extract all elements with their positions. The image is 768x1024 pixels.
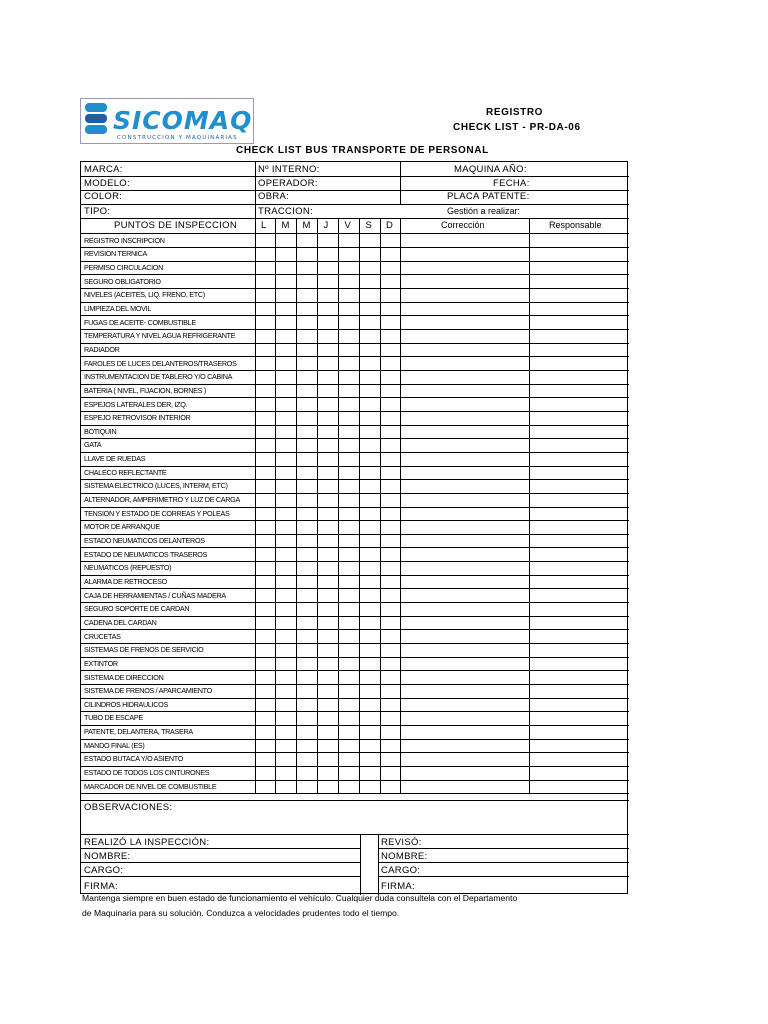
color-field[interactable]: COLOR: (84, 191, 123, 202)
row-divider (81, 190, 629, 191)
day-header-4: V (344, 220, 352, 231)
inspection-item: ESTADO BUTACA Y/O ASIENTO (84, 754, 184, 764)
responsable-column-divider (529, 218, 530, 793)
modelo-field[interactable]: MODELO: (84, 178, 130, 189)
signature-row-left (81, 848, 360, 849)
table-end-divider (81, 800, 629, 801)
inspection-item: CHALECO REFLECTANTE (84, 467, 167, 477)
table-header-divider (81, 233, 629, 234)
traccion-field[interactable]: TRACCION: (258, 206, 313, 217)
row-divider (81, 315, 629, 316)
logo-wordmark: SICOMAQ (113, 106, 253, 135)
row-divider (81, 397, 629, 398)
logo-graphic (81, 99, 253, 143)
reviso-label: REVISÓ: (381, 837, 422, 848)
day-column-divider (296, 218, 297, 793)
row-divider (81, 547, 629, 548)
day-header-3: J (323, 220, 329, 231)
placa-patente-field[interactable]: PLACA PATENTE: (447, 191, 530, 202)
cargo-right-field[interactable]: CARGO: (381, 865, 421, 876)
row-divider (81, 176, 629, 177)
row-divider (81, 329, 629, 330)
row-divider (81, 739, 629, 740)
day-column-divider (317, 218, 318, 793)
nombre-right-field[interactable]: NOMBRE: (381, 851, 428, 862)
row-divider (81, 711, 629, 712)
inspection-item: INSTRUMENTACION DE TABLERO Y/O CABINA (84, 372, 233, 382)
inspection-item: ALTERNADOR, AMPERIMETRO Y LUZ DE CARGA (84, 495, 240, 505)
inspection-item: PERMISO CIRCULACION (84, 263, 163, 272)
row-divider (81, 247, 629, 248)
gestion-field[interactable]: Gestión a realizar: (447, 206, 521, 216)
inspection-item: REGISTRO INSCRIPCION (84, 235, 165, 245)
tipo-field[interactable]: TIPO: (84, 206, 111, 217)
row-divider (81, 452, 629, 453)
row-divider (81, 602, 629, 603)
inspection-item: TUBO DE ESCAPE (84, 713, 143, 723)
inspection-item: BATERIA ( NIVEL, FIJACION, BORNES ) (84, 385, 206, 395)
inspection-item: MARCADOR DE NIVEL DE COMBUSTIBLE (84, 781, 217, 791)
row-divider (81, 370, 629, 371)
row-divider (81, 643, 629, 644)
row-divider (81, 616, 629, 617)
obra-field[interactable]: OBRA: (258, 191, 290, 202)
row-divider (81, 384, 629, 385)
day-column-divider (359, 218, 360, 793)
inspection-item: CAJA DE HERRAMIENTAS / CUÑAS MADERA (84, 590, 226, 600)
row-divider (81, 520, 629, 521)
inspection-item: SISTEMA DE FRENOS / APARCAMIENTO (84, 686, 212, 696)
row-divider (81, 302, 629, 303)
inspection-item: ESTADO DE NEUMATICOS TRASEROS (84, 549, 208, 559)
firma-left-field[interactable]: FIRMA: (84, 881, 118, 892)
logo-tagline: CONSTRUCCION Y MAQUINARIAS (117, 135, 238, 141)
inspection-item: CADENA DEL CARDAN (84, 617, 157, 627)
observaciones-divider (81, 834, 629, 835)
row-divider (81, 752, 629, 753)
signature-col-2 (378, 834, 379, 895)
inspection-item: SEGURO SOPORTE DE CARDAN (84, 604, 190, 614)
inspection-item: EXTINTOR (84, 658, 118, 668)
inspection-item: RADIADOR (84, 344, 120, 354)
row-divider (81, 629, 629, 630)
signature-row-right (378, 862, 629, 863)
inspection-item: LIMPIEZA DEL MOVIL (84, 303, 152, 313)
row-divider (81, 725, 629, 726)
day-header-1: M (281, 220, 290, 231)
row-divider (81, 588, 629, 589)
signature-row-left (81, 862, 360, 863)
day-header-5: S (365, 220, 373, 231)
footer-note-line2: de Maquinaria para su solución. Conduzca a velocidades prudentes todo el tiempo. (82, 908, 400, 918)
inspection-item: SISTEMA ELECTRICO (LUCES, INTERM, ETC) (84, 481, 228, 491)
inspection-item: SISTEMA DE DIRECCION (84, 672, 164, 682)
row-divider (81, 780, 629, 781)
inspection-item: FAROLES DE LUCES DELANTEROS/TRASEROS (84, 358, 237, 368)
info-divider-1 (255, 162, 256, 218)
row-divider (81, 657, 629, 658)
row-divider (81, 356, 629, 357)
header-responsable: Responsable (549, 220, 602, 230)
document-code: CHECK LIST - PR-DA-06 (453, 122, 581, 133)
row-divider (81, 534, 629, 535)
signature-row-right (378, 848, 629, 849)
nombre-left-field[interactable]: NOMBRE: (84, 851, 131, 862)
day-header-6: D (386, 220, 394, 231)
row-divider (81, 493, 629, 494)
document-title: CHECK LIST BUS TRANSPORTE DE PERSONAL (236, 145, 489, 156)
company-logo (80, 98, 254, 144)
day-column-divider (255, 218, 256, 793)
day-column-divider (400, 218, 401, 793)
inspection-item: BOTIQUIN (84, 426, 117, 436)
row-divider (81, 670, 629, 671)
day-header-0: L (261, 220, 267, 231)
inspection-item: NIVELES (ACEITES, LIQ. FRENO, ETC) (84, 290, 205, 300)
signature-col-1 (360, 834, 361, 895)
inspection-item: GATA (84, 440, 102, 450)
inspection-item: ESTADO NEUMATICOS DELANTEROS (84, 536, 205, 545)
inspection-item: MANDO FINAL (ES) (84, 740, 145, 750)
info-divider-2 (400, 162, 401, 204)
inspection-item: MOTOR DE ARRANQUE (84, 522, 160, 532)
day-header-2: M (302, 220, 311, 231)
inspection-item: ALARMA DE RETROCESO (84, 576, 167, 586)
cargo-left-field[interactable]: CARGO: (84, 865, 124, 876)
row-divider (81, 466, 629, 467)
row-divider (81, 684, 629, 685)
row-divider (81, 288, 629, 289)
inspection-item: ESTADO DE TODOS LOS CINTURONES (84, 768, 210, 778)
inspection-item: SISTEMAS DE FRENOS DE SERVICIO (84, 645, 204, 655)
realizo-inspeccion-label: REALIZÓ LA INSPECCIÓN: (84, 837, 210, 848)
row-divider (81, 561, 629, 562)
row-divider (81, 575, 629, 576)
row-divider (81, 766, 629, 767)
day-column-divider (380, 218, 381, 793)
signature-row-left (81, 876, 360, 877)
interno-field[interactable]: Nº INTERNO: (258, 164, 320, 175)
inspection-item: LLAVE DE RUEDAS (84, 454, 146, 464)
inspection-item: CRUCETAS (84, 631, 121, 641)
inspection-form (80, 161, 628, 894)
row-divider (81, 507, 629, 508)
maquina-anio-field[interactable]: MAQUINA AÑO: (454, 164, 527, 175)
inspection-item: FUGAS DE ACEITE- COMBUSTIBLE (84, 317, 196, 327)
row-divider (81, 479, 629, 480)
operador-field[interactable]: OPERADOR: (258, 178, 318, 189)
fecha-field[interactable]: FECHA: (493, 178, 530, 189)
inspection-item: TEMPERATURA Y NIVEL AGUA REFRIGERANTE (84, 331, 236, 341)
row-divider (81, 261, 629, 262)
row-divider (81, 425, 629, 426)
row-divider (81, 204, 629, 205)
row-divider (81, 218, 629, 219)
header-puntos-inspeccion: PUNTOS DE INSPECCION (114, 220, 238, 231)
row-divider (81, 698, 629, 699)
day-column-divider (338, 218, 339, 793)
firma-right-field[interactable]: FIRMA: (381, 881, 415, 892)
marca-field[interactable]: MARCA: (84, 164, 123, 175)
footer-note-line1: Mantenga siempre en buen estado de funcionamiento el vehículo. Cualquier duda consultela con el Departamento (82, 893, 518, 903)
inspection-item: ESPEJO RETROVISOR INTERIOR (84, 413, 191, 423)
row-divider (81, 793, 629, 794)
signature-row-right (378, 876, 629, 877)
row-divider (81, 438, 629, 439)
header-correccion: Corrección (441, 220, 485, 230)
observaciones-label[interactable]: OBSERVACIONES: (84, 802, 173, 813)
inspection-item: NEUMATICOS (REPUESTO) (84, 563, 172, 573)
day-column-divider (275, 218, 276, 793)
inspection-item: REVISION TERNICA (84, 249, 147, 259)
inspection-item: CILINDROS HIDRAULICOS (84, 699, 168, 709)
row-divider (81, 411, 629, 412)
inspection-item: TENSION Y ESTADO DE CORREAS Y POLEAS (84, 508, 230, 518)
inspection-item: PATENTE, DELANTERA, TRASERA (84, 727, 193, 737)
row-divider (81, 274, 629, 275)
registro-label: REGISTRO (486, 107, 544, 118)
row-divider (81, 343, 629, 344)
inspection-item: ESPEJOS LATERALES DER, IZQ. (84, 399, 188, 409)
inspection-item: SEGURO OBLIGATORIO (84, 276, 161, 286)
